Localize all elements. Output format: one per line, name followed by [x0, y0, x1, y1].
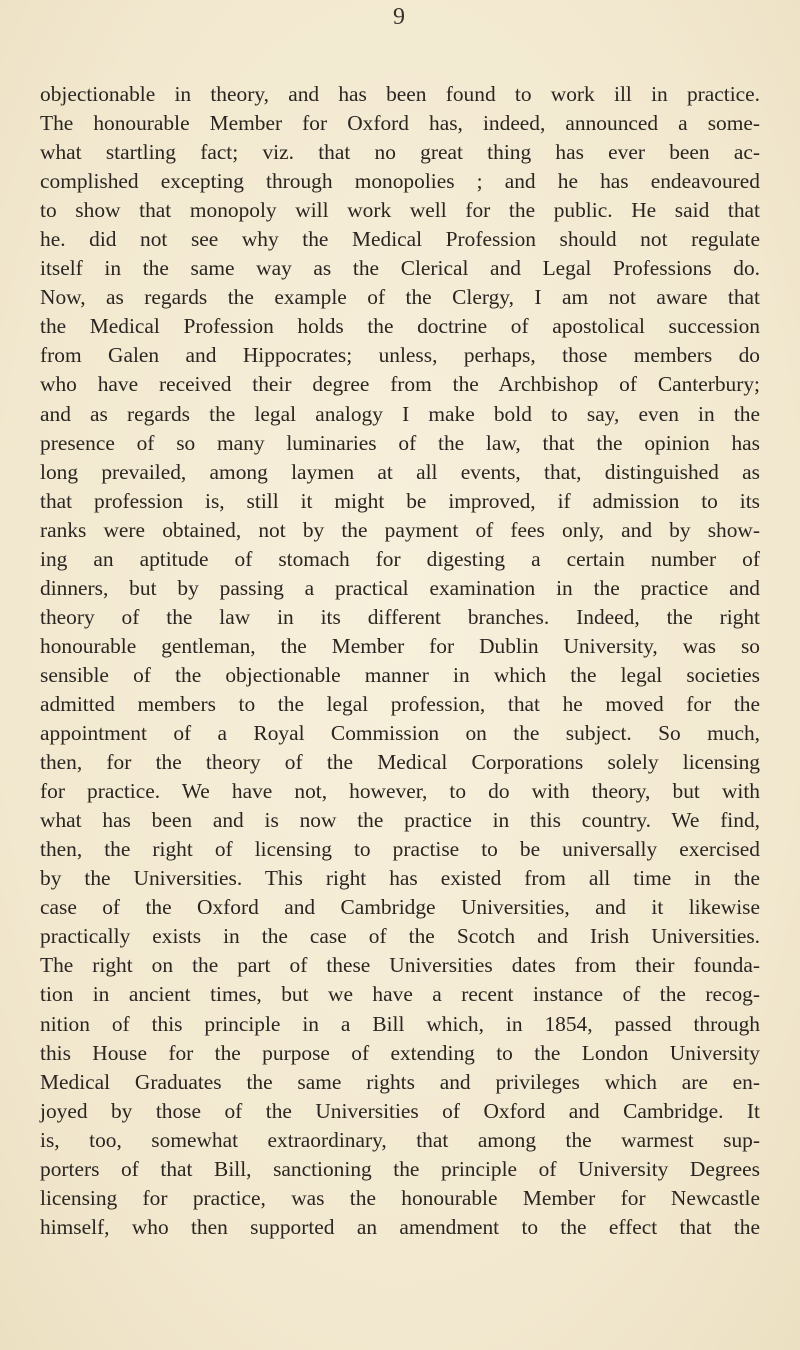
text-line: admitted members to the legal profession, that he moved for the	[40, 691, 760, 716]
text-line: porters of that Bill, sanctioning the principle of University Degrees	[40, 1156, 760, 1181]
text-line: itself in the same way as the Clerical and Legal Professions do.	[40, 256, 760, 281]
text-line: is, too, somewhat extraordinary, that among the warmest sup-	[40, 1127, 760, 1152]
text-line: ranks were obtained, not by the payment of fees only, and by show-	[40, 517, 760, 542]
text-line: long prevailed, among laymen at all events, that, distinguished as	[40, 459, 760, 484]
text-line: sensible of the objectionable manner in which the legal societies	[40, 662, 760, 687]
body-text	[40, 80, 760, 1242]
text-line: case of the Oxford and Cambridge Universities, and it likewise	[40, 895, 760, 920]
text-line: for practice. We have not, however, to do with theory, but with	[40, 779, 760, 804]
text-line: then, the right of licensing to practise to be universally exercised	[40, 837, 760, 862]
text-line: The right on the part of these Universities dates from their founda-	[40, 953, 760, 978]
text-line: who have received their degree from the Archbishop of Canterbury;	[40, 372, 760, 397]
text-line: Medical Graduates the same rights and privileges which are en-	[40, 1069, 760, 1094]
text-line: then, for the theory of the Medical Corporations solely licensing	[40, 750, 760, 775]
text-line: that profession is, still it might be improved, if admission to its	[40, 488, 760, 513]
text-line: honourable gentleman, the Member for Dublin University, was so	[40, 633, 760, 658]
text-line: nition of this principle in a Bill which, in 1854, passed through	[40, 1011, 760, 1036]
text-line: this House for the purpose of extending to the London University	[40, 1040, 760, 1065]
text-line: joyed by those of the Universities of Oxford and Cambridge. It	[40, 1098, 760, 1123]
text-line: objectionable in theory, and has been found to work ill in practice.	[40, 82, 760, 106]
text-line: what has been and is now the practice in this country. We find,	[40, 808, 760, 833]
text-line: licensing for practice, was the honourable Member for Newcastle	[40, 1185, 760, 1210]
text-line: he. did not see why the Medical Profession should not regulate	[40, 227, 760, 252]
text-line: ing an aptitude of stomach for digesting a certain number of	[40, 546, 760, 571]
text-line: theory of the law in its different branches. Indeed, the right	[40, 604, 760, 629]
text-line: Now, as regards the example of the Clergy, I am not aware that	[40, 285, 760, 310]
text-line: complished excepting through monopolies ; and he has endeavoured	[40, 169, 760, 194]
text-line: the Medical Profession holds the doctrine of apostolical succession	[40, 314, 760, 339]
text-line: The honourable Member for Oxford has, indeed, announced a some-	[40, 111, 760, 136]
text-line: appointment of a Royal Commission on the subject. So much,	[40, 721, 760, 746]
text-line: from Galen and Hippocrates; unless, perhaps, those members do	[40, 343, 760, 368]
text-line: by the Universities. This right has existed from all time in the	[40, 866, 760, 891]
text-line: and as regards the legal analogy I make bold to say, even in the	[40, 401, 760, 426]
text-line: what startling fact; viz. that no great thing has ever been ac-	[40, 140, 760, 165]
page-number: 9	[393, 4, 405, 30]
text-line: tion in ancient times, but we have a recent instance of the recog-	[40, 982, 760, 1007]
text-line: practically exists in the case of the Scotch and Irish Universities.	[40, 924, 760, 949]
text-line: presence of so many luminaries of the law, that the opinion has	[40, 430, 760, 455]
text-line: to show that monopoly will work well for the public. He said that	[40, 198, 760, 223]
text-line: dinners, but by passing a practical examination in the practice and	[40, 575, 760, 600]
text-line: himself, who then supported an amendment to the effect that the	[40, 1214, 760, 1239]
